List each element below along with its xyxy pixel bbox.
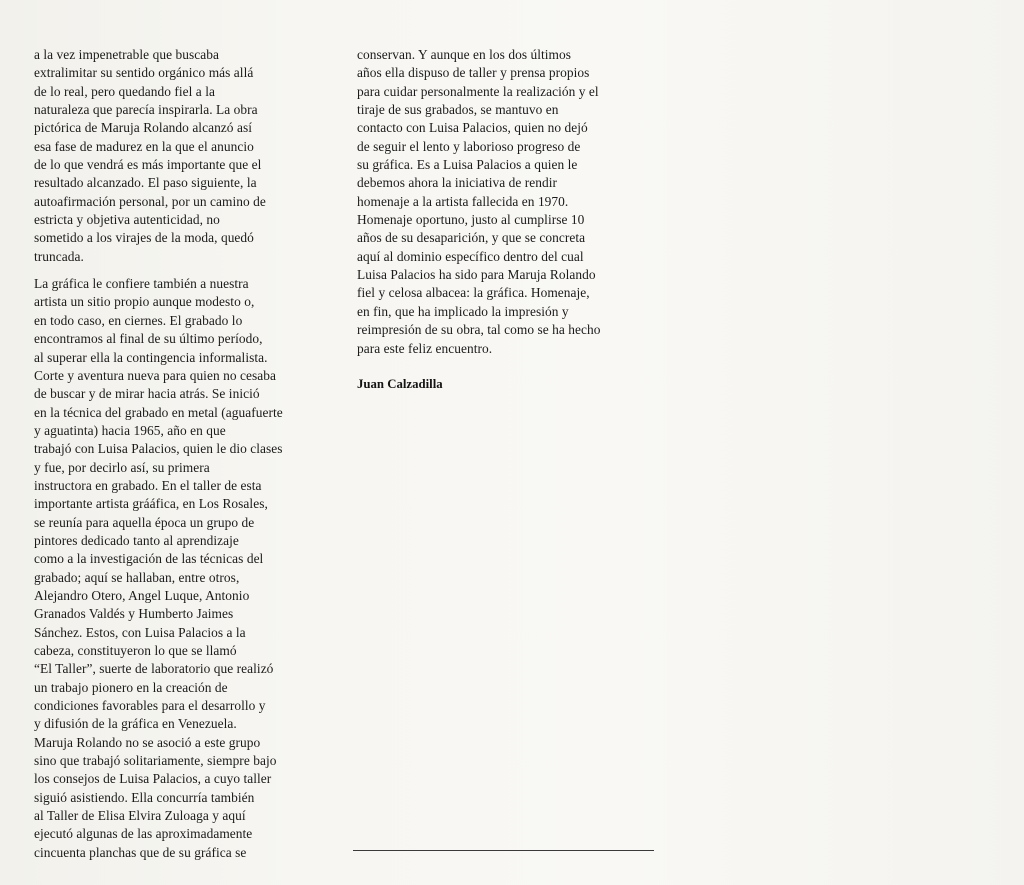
text-line: extralimitar su sentido orgánico más allá (34, 65, 254, 81)
text-line: al Taller de Elisa Elvira Zuloaga y aquí (34, 808, 246, 824)
text-line: en fin, que ha implicado la impresión y (357, 303, 569, 319)
left-paragraph-2 (34, 275, 344, 862)
text-line: años ella dispuso de taller y prensa propios (357, 65, 590, 81)
text-line: truncada. (34, 248, 84, 264)
text-line: “El Taller”, suerte de laboratorio que realizó (34, 661, 274, 677)
text-line: naturaleza que parecía inspirarla. La obra (34, 102, 258, 118)
text-line: estricta y objetiva autenticidad, no (34, 212, 220, 228)
footer-rule-divider (353, 850, 654, 851)
text-line: como a la investigación de las técnicas del (34, 551, 264, 567)
text-line: encontramos al final de su último período, (34, 331, 263, 347)
text-line: siguió asistiendo. Ella concurría también (34, 789, 255, 805)
text-line: conservan. Y aunque en los dos últimos (357, 47, 572, 62)
text-line: esa fase de madurez en la que el anuncio (34, 138, 254, 154)
text-line: tiraje de sus grabados, se mantuvo en (357, 102, 559, 118)
text-line: de lo que vendrá es más importante que el (34, 157, 262, 173)
text-line: los consejos de Luisa Palacios, a cuyo taller (34, 771, 272, 787)
text-line: debemos ahora la iniciativa de rendir (357, 175, 558, 191)
text-line: La gráfica le confiere también a nuestra (34, 276, 249, 292)
text-line: para este feliz encuentro. (357, 340, 493, 356)
text-line: instructora en grabado. En el taller de esta (34, 477, 262, 493)
text-line: y aguatinta) hacia 1965, año en que (34, 422, 226, 438)
text-line: Corte y aventura nueva para quien no cesaba (34, 367, 276, 383)
text-line: años de su desaparición, y que se concreta (357, 230, 586, 246)
left-paragraph-1 (34, 46, 344, 266)
left-text-column (34, 46, 344, 862)
text-line: reimpresión de su obra, tal como se ha hecho (357, 322, 601, 338)
text-line: homenaje a la artista fallecida en 1970. (357, 193, 569, 209)
text-line: se reunía para aquella época un grupo de (34, 514, 255, 530)
text-line: a la vez impenetrable que buscaba (34, 47, 219, 62)
author-signature: Juan Calzadilla (357, 377, 443, 391)
text-line: Alejandro Otero, Angel Luque, Antonio (34, 587, 250, 603)
right-text-column (357, 46, 667, 358)
right-paragraph-1 (357, 46, 667, 358)
text-line: y difusión de la gráfica en Venezuela. (34, 716, 237, 732)
text-line: sino que trabajó solitariamente, siempre bajo (34, 753, 277, 769)
text-line: para cuidar personalmente la realización y el (357, 83, 599, 99)
text-line: importante artista grááfica, en Los Rosales, (34, 496, 268, 512)
text-line: pictórica de Maruja Rolando alcanzó así (34, 120, 252, 136)
text-line: ejecutó algunas de las aproximadamente (34, 826, 253, 842)
text-line: aquí al dominio específico dentro del cual (357, 248, 584, 264)
text-line: grabado; aquí se hallaban, entre otros, (34, 569, 240, 585)
text-line: contacto con Luisa Palacios, quien no dejó (357, 120, 588, 136)
text-line: sometido a los virajes de la moda, quedó (34, 230, 254, 246)
text-line: Luisa Palacios ha sido para Maruja Rolando (357, 267, 596, 283)
text-line: fiel y celosa albacea: la gráfica. Homenaje, (357, 285, 590, 301)
text-line: Granados Valdés y Humberto Jaimes (34, 606, 234, 622)
text-line: en la técnica del grabado en metal (aguafuerte (34, 404, 283, 420)
paragraph-gap (34, 266, 344, 275)
text-line: artista un sitio propio aunque modesto o, (34, 294, 255, 310)
text-line: cabeza, constituyeron lo que se llamó (34, 643, 237, 658)
text-line: pintores dedicado tanto al aprendizaje (34, 532, 239, 548)
text-line: Maruja Rolando no se asoció a este grupo (34, 734, 261, 750)
text-line: de lo real, pero quedando fiel a la (34, 83, 215, 99)
text-line: autoafirmación personal, por un camino de (34, 193, 266, 209)
text-line: al superar ella la contingencia informalista. (34, 349, 268, 365)
text-line: resultado alcanzado. El paso siguiente, la (34, 175, 257, 191)
text-line: condiciones favorables para el desarrollo y (34, 698, 266, 714)
text-line: en todo caso, en ciernes. El grabado lo (34, 312, 243, 328)
text-line: cincuenta planchas que de su gráfica se (34, 844, 247, 860)
text-line: su gráfica. Es a Luisa Palacios a quien le (357, 157, 578, 173)
text-line: trabajó con Luisa Palacios, quien le dio clases (34, 441, 283, 457)
text-line: de buscar y de mirar hacia atrás. Se inició (34, 386, 260, 402)
text-line: un trabajo pionero en la creación de (34, 679, 228, 695)
text-line: y fue, por decirlo así, su primera (34, 459, 210, 475)
text-line: de seguir el lento y laborioso progreso de (357, 138, 581, 154)
text-line: Sánchez. Estos, con Luisa Palacios a la (34, 624, 246, 640)
text-line: Homenaje oportuno, justo al cumplirse 10 (357, 212, 585, 228)
